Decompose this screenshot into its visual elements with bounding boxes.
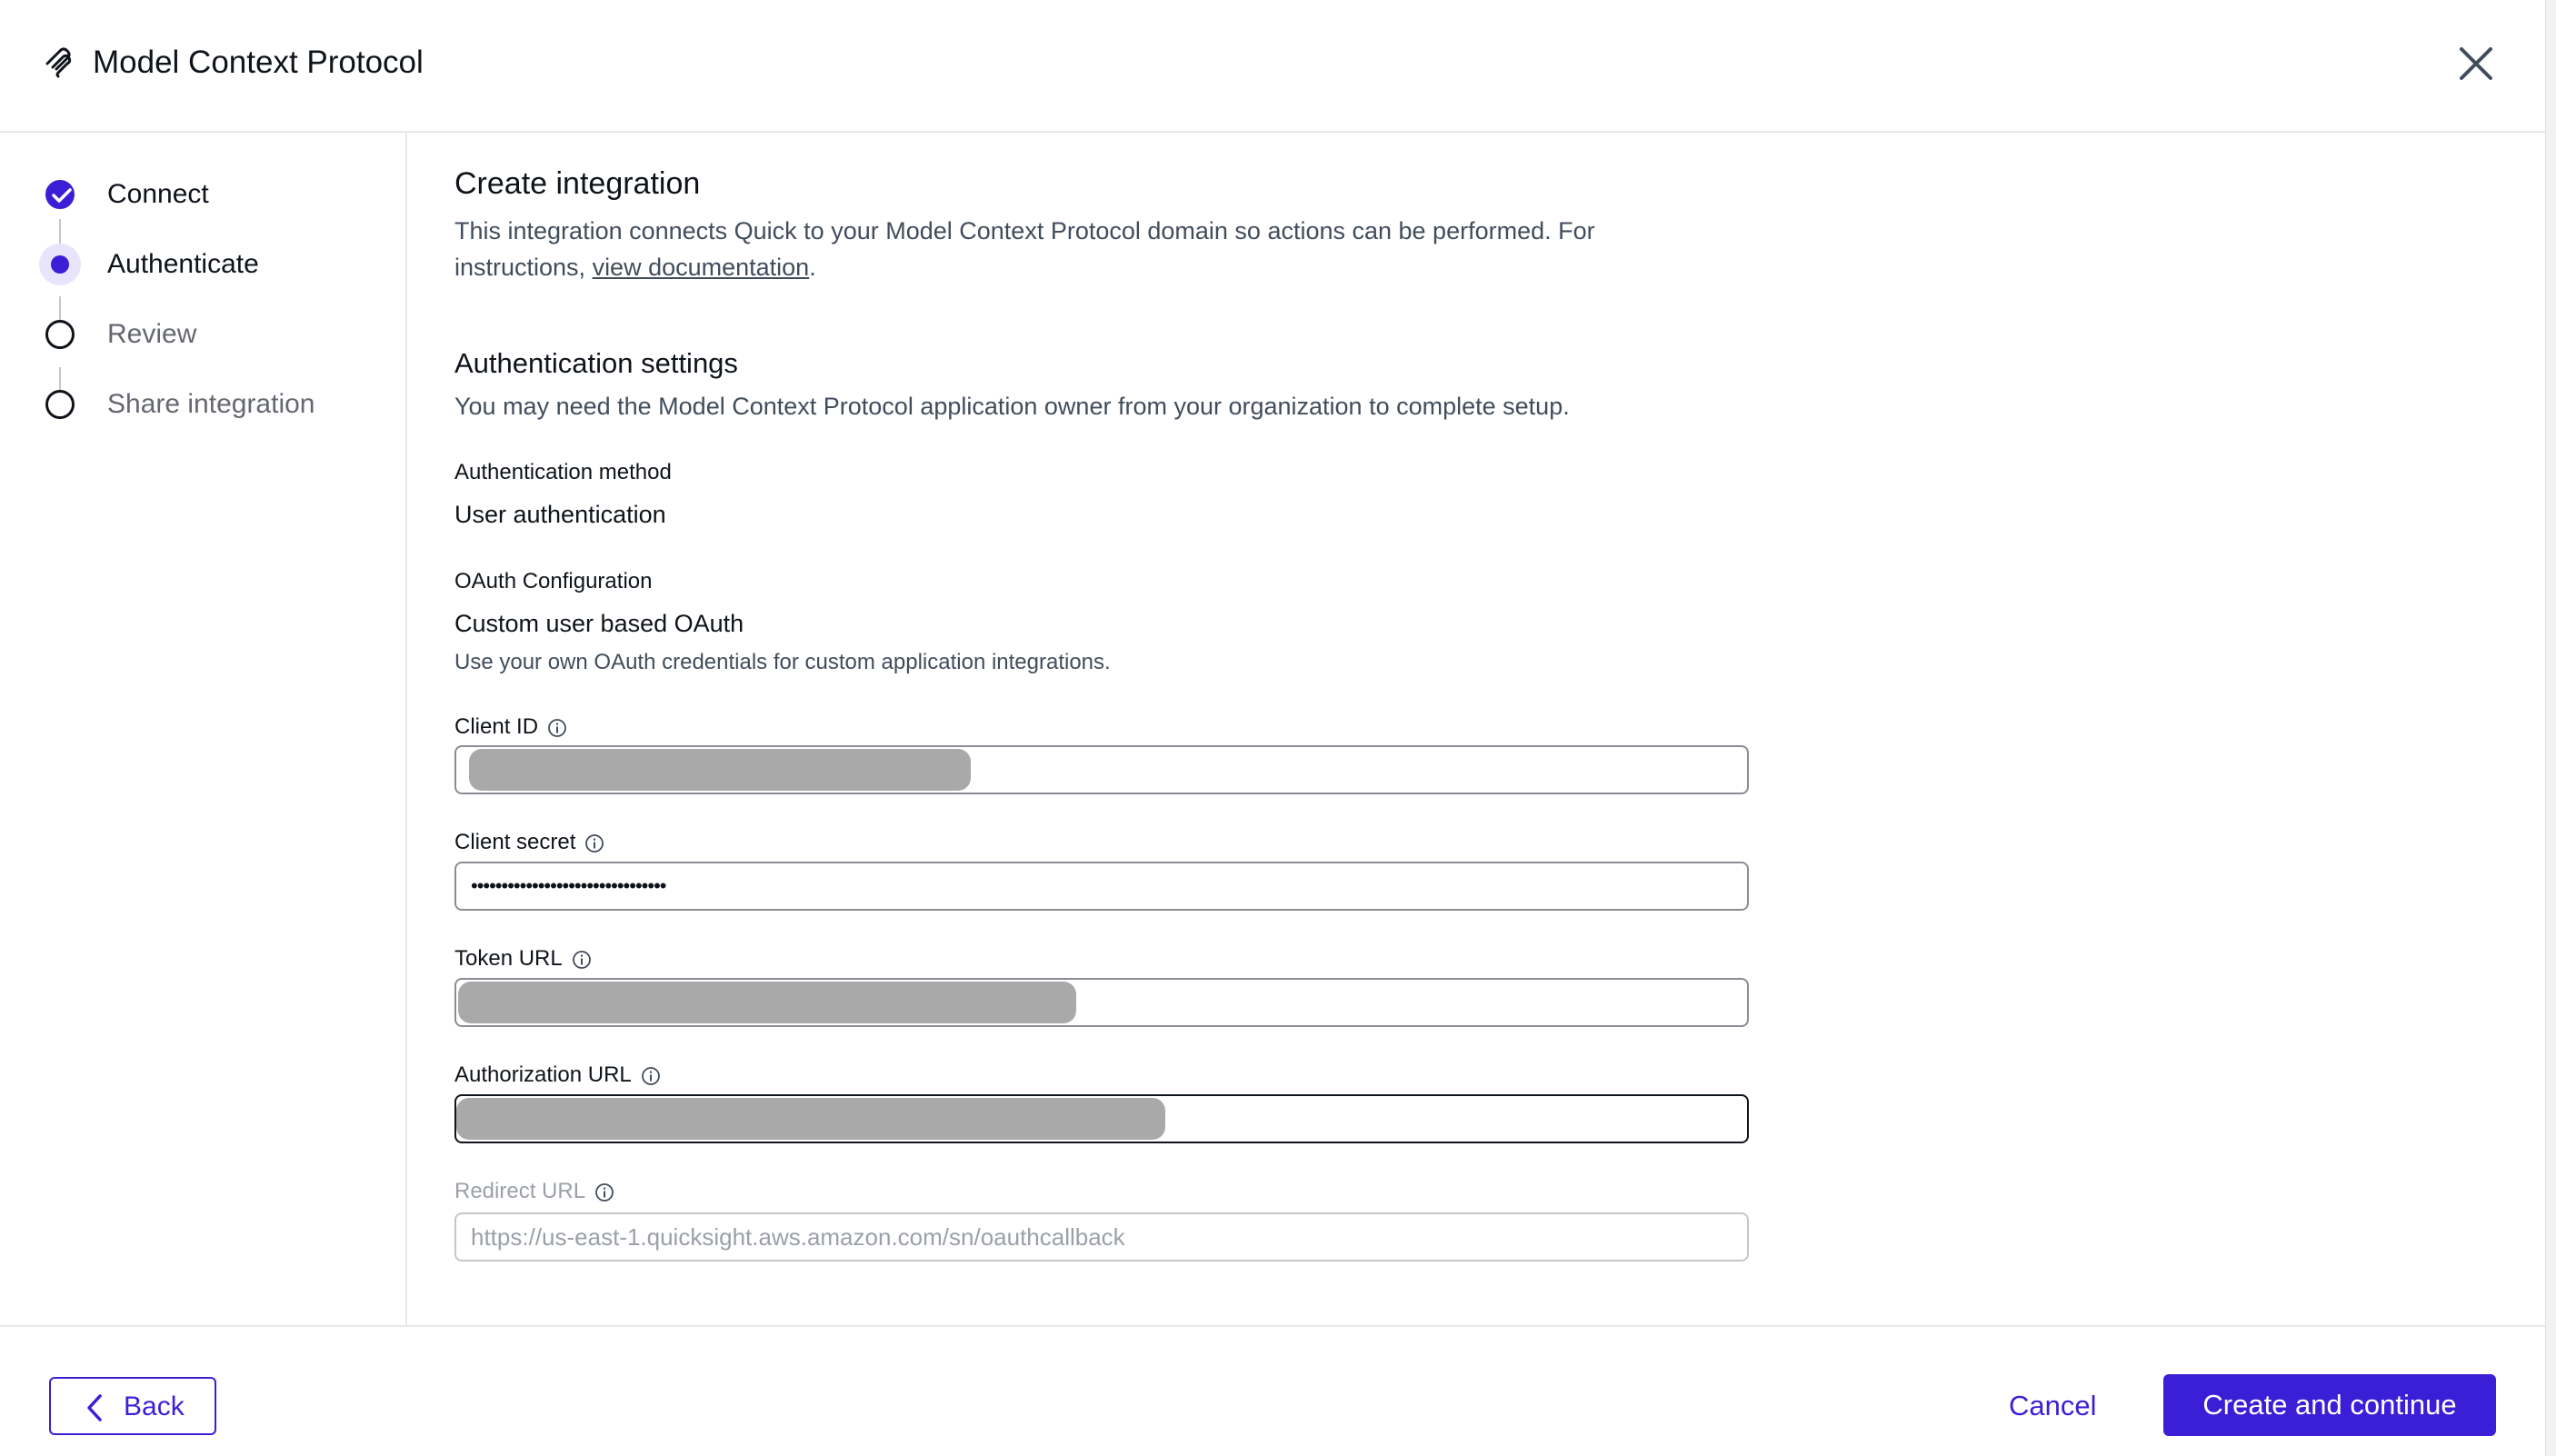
section-title: Authentication settings: [454, 347, 738, 379]
modal-header: [0, 0, 2545, 133]
auth-method-label: Authentication method: [454, 460, 672, 484]
step-share-integration: [0, 375, 407, 430]
info-icon[interactable]: [594, 1182, 614, 1202]
token-url-input[interactable]: [454, 978, 1749, 1027]
step-connect[interactable]: [0, 165, 407, 220]
chevron-left-icon: [84, 1393, 105, 1422]
create-and-continue-button[interactable]: Create and continue: [2163, 1374, 2496, 1436]
client-id-label-text: Client ID: [454, 714, 539, 739]
wizard-steps: [0, 133, 407, 1327]
back-button[interactable]: [49, 1377, 216, 1435]
pending-step-icon: [45, 320, 75, 349]
view-documentation-link[interactable]: view documentation: [592, 254, 810, 281]
redirect-url-input: [454, 1212, 1749, 1262]
step-review: [0, 305, 407, 360]
client-secret-label-text: Client secret: [454, 830, 576, 854]
client-secret-value: ••••••••••••••••••••••••••••••••: [471, 874, 666, 897]
authorization-url-label: [454, 1061, 661, 1090]
redirect-url-value: https://us-east-1.quicksight.aws.amazon.com/sn/oauthcallback: [471, 1223, 1125, 1251]
page-description: [454, 213, 1727, 285]
client-id-label: [454, 713, 567, 742]
info-icon[interactable]: [641, 1066, 661, 1086]
back-button-label: Back: [124, 1391, 185, 1421]
step-label: Review: [107, 319, 197, 349]
close-icon[interactable]: [2454, 42, 2498, 85]
pending-step-icon: [45, 390, 75, 419]
section-subtitle: You may need the Model Context Protocol application owner from your organization to complete setup.: [454, 393, 1570, 420]
oauth-config-label: OAuth Configuration: [454, 569, 653, 593]
description-text: This integration connects Quick to your Model Context Protocol domain so actions can be performed. For instructions,: [454, 217, 1595, 281]
token-url-label: [454, 944, 592, 973]
oauth-config-hint: Use your own OAuth credentials for custom application integrations.: [454, 650, 1111, 674]
description-end: .: [809, 254, 816, 281]
check-icon: [45, 180, 75, 209]
info-icon[interactable]: [584, 833, 604, 853]
redacted-value: [456, 1098, 1165, 1140]
page-title: Create integration: [454, 166, 701, 201]
token-url-label-text: Token URL: [454, 946, 563, 971]
authorization-url-input[interactable]: [454, 1094, 1749, 1143]
step-label: Connect: [107, 179, 209, 209]
info-icon[interactable]: [547, 718, 567, 738]
current-step-icon: [39, 244, 81, 285]
cancel-button[interactable]: Cancel: [2009, 1390, 2097, 1421]
window-edge: [2545, 0, 2556, 1456]
client-secret-input[interactable]: [454, 862, 1749, 911]
info-icon[interactable]: [572, 950, 592, 970]
step-authenticate[interactable]: [0, 235, 407, 290]
modal-footer: [0, 1325, 2545, 1456]
redacted-value: [469, 749, 971, 791]
oauth-config-value: Custom user based OAuth: [454, 610, 744, 637]
redacted-value: [458, 982, 1076, 1023]
authorization-url-label-text: Authorization URL: [454, 1062, 632, 1087]
client-id-input[interactable]: [454, 745, 1749, 794]
step-label: Share integration: [107, 389, 315, 419]
redirect-url-label-text: Redirect URL: [454, 1179, 586, 1203]
redirect-url-label: [454, 1177, 614, 1206]
modal-title: Model Context Protocol: [93, 45, 424, 80]
mcp-logo-icon: [44, 47, 76, 80]
step-label: Authenticate: [107, 249, 259, 279]
auth-method-value: User authentication: [454, 501, 666, 528]
client-secret-label: [454, 828, 604, 857]
